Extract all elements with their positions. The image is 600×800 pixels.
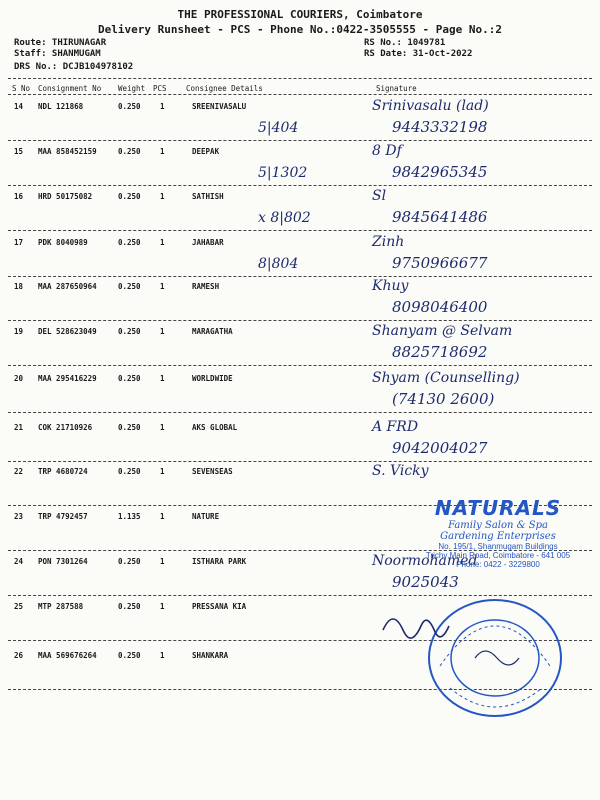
row-sno: 21 xyxy=(14,423,24,432)
row-weight: 0.250 xyxy=(118,374,141,383)
row-divider xyxy=(8,461,592,462)
row-consignment-no: MAA 287650964 xyxy=(38,282,97,291)
stamp-line2: Gardening Enterprises xyxy=(440,531,556,542)
row-signature: 8 Df xyxy=(372,143,402,159)
signature-scribble-icon xyxy=(375,600,455,660)
row-consignment-no: NDL 121868 xyxy=(38,102,84,111)
row-consignee: RAMESH xyxy=(192,282,220,291)
row-sno: 16 xyxy=(14,192,24,201)
row-pcs: 1 xyxy=(160,238,165,247)
row-sno: 23 xyxy=(14,512,24,521)
row-consignment-no: MAA 295416229 xyxy=(38,374,97,383)
row-pcs: 1 xyxy=(160,423,165,432)
stamp-brand: NATURALS xyxy=(434,496,562,520)
row-handwritten-phone: 9845641486 xyxy=(392,208,488,226)
rs-number: RS No.: 1049781 xyxy=(364,38,446,48)
row-divider xyxy=(8,412,592,413)
row-consignee: AKS GLOBAL xyxy=(192,423,238,432)
row-sno: 20 xyxy=(14,374,24,383)
row-sno: 17 xyxy=(14,238,24,247)
row-weight: 0.250 xyxy=(118,282,141,291)
col-consignment: Consignment No xyxy=(38,84,102,93)
row-consignment-no: PON 7301264 xyxy=(38,557,88,566)
row-consignment-no: TRP 4680724 xyxy=(38,467,88,476)
row-consignment-no: COK 21710926 xyxy=(38,423,93,432)
row-handwritten-phone: 9443332198 xyxy=(392,118,488,136)
row-consignee: SEVENSEAS xyxy=(192,467,233,476)
row-sno: 19 xyxy=(14,327,24,336)
row-pcs: 1 xyxy=(160,327,165,336)
row-consignment-no: HRD 50175082 xyxy=(38,192,93,201)
row-consignee: PRESSANA KIA xyxy=(192,602,247,611)
row-handwritten-phone: (74130 2600) xyxy=(392,390,495,408)
row-handwritten-phone: 9842965345 xyxy=(392,163,488,181)
row-consignment-no: MTP 287588 xyxy=(38,602,84,611)
row-sno: 15 xyxy=(14,147,24,156)
company-title: THE PROFESSIONAL COURIERS, Coimbatore xyxy=(177,8,423,21)
row-consignee: SREENIVASALU xyxy=(192,102,247,111)
row-pcs: 1 xyxy=(160,467,165,476)
row-handwritten-phone: 8825718692 xyxy=(392,343,488,361)
row-pcs: 1 xyxy=(160,602,165,611)
row-pcs: 1 xyxy=(160,651,165,660)
row-consignment-no: DEL 528623049 xyxy=(38,327,97,336)
row-weight: 1.135 xyxy=(118,512,141,521)
row-handwritten-phone: 9042004027 xyxy=(392,439,488,457)
row-signature: Noormohamed xyxy=(372,553,478,569)
row-weight: 0.250 xyxy=(118,423,141,432)
col-consignee: Consignee Details xyxy=(186,84,263,93)
row-handwritten-phone: 8098046400 xyxy=(392,298,488,316)
row-pcs: 1 xyxy=(160,147,165,156)
row-divider xyxy=(8,276,592,277)
row-handwritten-phone: 9025043 xyxy=(392,573,459,591)
rs-date: RS Date: 31-Oct-2022 xyxy=(364,49,473,59)
row-sno: 24 xyxy=(14,557,24,566)
col-weight: Weight xyxy=(118,84,146,93)
row-pcs: 1 xyxy=(160,557,165,566)
stamp-line1: Family Salon & Spa xyxy=(448,520,548,531)
row-signature: S. Vicky xyxy=(372,463,429,479)
row-pcs: 1 xyxy=(160,282,165,291)
row-consignee: SHANKARA xyxy=(192,651,229,660)
row-signature: Shyam (Counselling) xyxy=(372,370,520,386)
row-signature: Sl xyxy=(372,188,387,204)
col-signature: Signature xyxy=(376,84,417,93)
row-pcs: 1 xyxy=(160,192,165,201)
row-weight: 0.250 xyxy=(118,467,141,476)
row-sno: 25 xyxy=(14,602,24,611)
row-weight: 0.250 xyxy=(118,147,141,156)
row-consignment-no: MAA 569676264 xyxy=(38,651,97,660)
row-signature: Khuy xyxy=(372,278,409,294)
staff: Staff: SHANMUGAM xyxy=(14,49,101,59)
row-pcs: 1 xyxy=(160,374,165,383)
row-signature: A FRD xyxy=(372,419,419,435)
row-signature: Zinh xyxy=(372,234,405,250)
row-divider xyxy=(8,320,592,321)
row-sno: 14 xyxy=(14,102,24,111)
col-pcs: PCS xyxy=(153,84,167,93)
drs-number: DRS No.: DCJB104978102 xyxy=(14,62,134,72)
row-weight: 0.250 xyxy=(118,192,141,201)
header-rule-top xyxy=(8,78,592,79)
row-weight: 0.250 xyxy=(118,602,141,611)
row-consignee: MARAGATHA xyxy=(192,327,233,336)
row-pcs: 1 xyxy=(160,102,165,111)
header-rule-bottom xyxy=(8,94,592,95)
row-weight: 0.250 xyxy=(118,651,141,660)
row-consignee: NATURE xyxy=(192,512,220,521)
row-weight: 0.250 xyxy=(118,102,141,111)
row-consignee: JAHABAR xyxy=(192,238,224,247)
row-consignee: WORLDWIDE xyxy=(192,374,233,383)
row-handwritten-phone: 9750966677 xyxy=(392,254,488,272)
stamp-line5: Phone: 0422 - 3229800 xyxy=(456,560,540,569)
row-divider xyxy=(8,140,592,141)
row-handwritten-note: x 8|802 xyxy=(258,210,311,226)
row-signature: Srinivasalu (lad) xyxy=(372,98,489,114)
stamp-line4: Trichy Main Road, Coimbatore - 641 005 xyxy=(425,551,571,560)
row-consignee: DEEPAK xyxy=(192,147,220,156)
row-handwritten-note: 5|1302 xyxy=(258,165,308,181)
naturals-stamp xyxy=(400,496,596,569)
row-weight: 0.250 xyxy=(118,327,141,336)
row-pcs: 1 xyxy=(160,512,165,521)
row-sno: 22 xyxy=(14,467,24,476)
row-consignment-no: PDK 8040989 xyxy=(38,238,88,247)
row-consignee: SATHISH xyxy=(192,192,224,201)
row-divider xyxy=(8,185,592,186)
route: Route: THIRUNAGAR xyxy=(14,38,107,48)
row-sno: 18 xyxy=(14,282,24,291)
row-sno: 26 xyxy=(14,651,24,660)
row-weight: 0.250 xyxy=(118,238,141,247)
row-divider xyxy=(8,230,592,231)
row-handwritten-note: 5|404 xyxy=(258,120,299,136)
row-divider xyxy=(8,365,592,366)
row-weight: 0.250 xyxy=(118,557,141,566)
col-sno: S No xyxy=(12,84,31,93)
row-handwritten-note: 8|804 xyxy=(258,256,299,272)
row-consignee: ISTHARA PARK xyxy=(192,557,247,566)
runsheet-subtitle: Delivery Runsheet - PCS - Phone No.:0422-3505555 - Page No.:2 xyxy=(98,23,502,36)
row-signature: Shanyam @ Selvam xyxy=(372,323,513,339)
row-consignment-no: TRP 4792457 xyxy=(38,512,88,521)
stamp-line3: No. 195/1, Shanmugam Buildings xyxy=(438,542,558,551)
row-consignment-no: MAA 858452159 xyxy=(38,147,97,156)
